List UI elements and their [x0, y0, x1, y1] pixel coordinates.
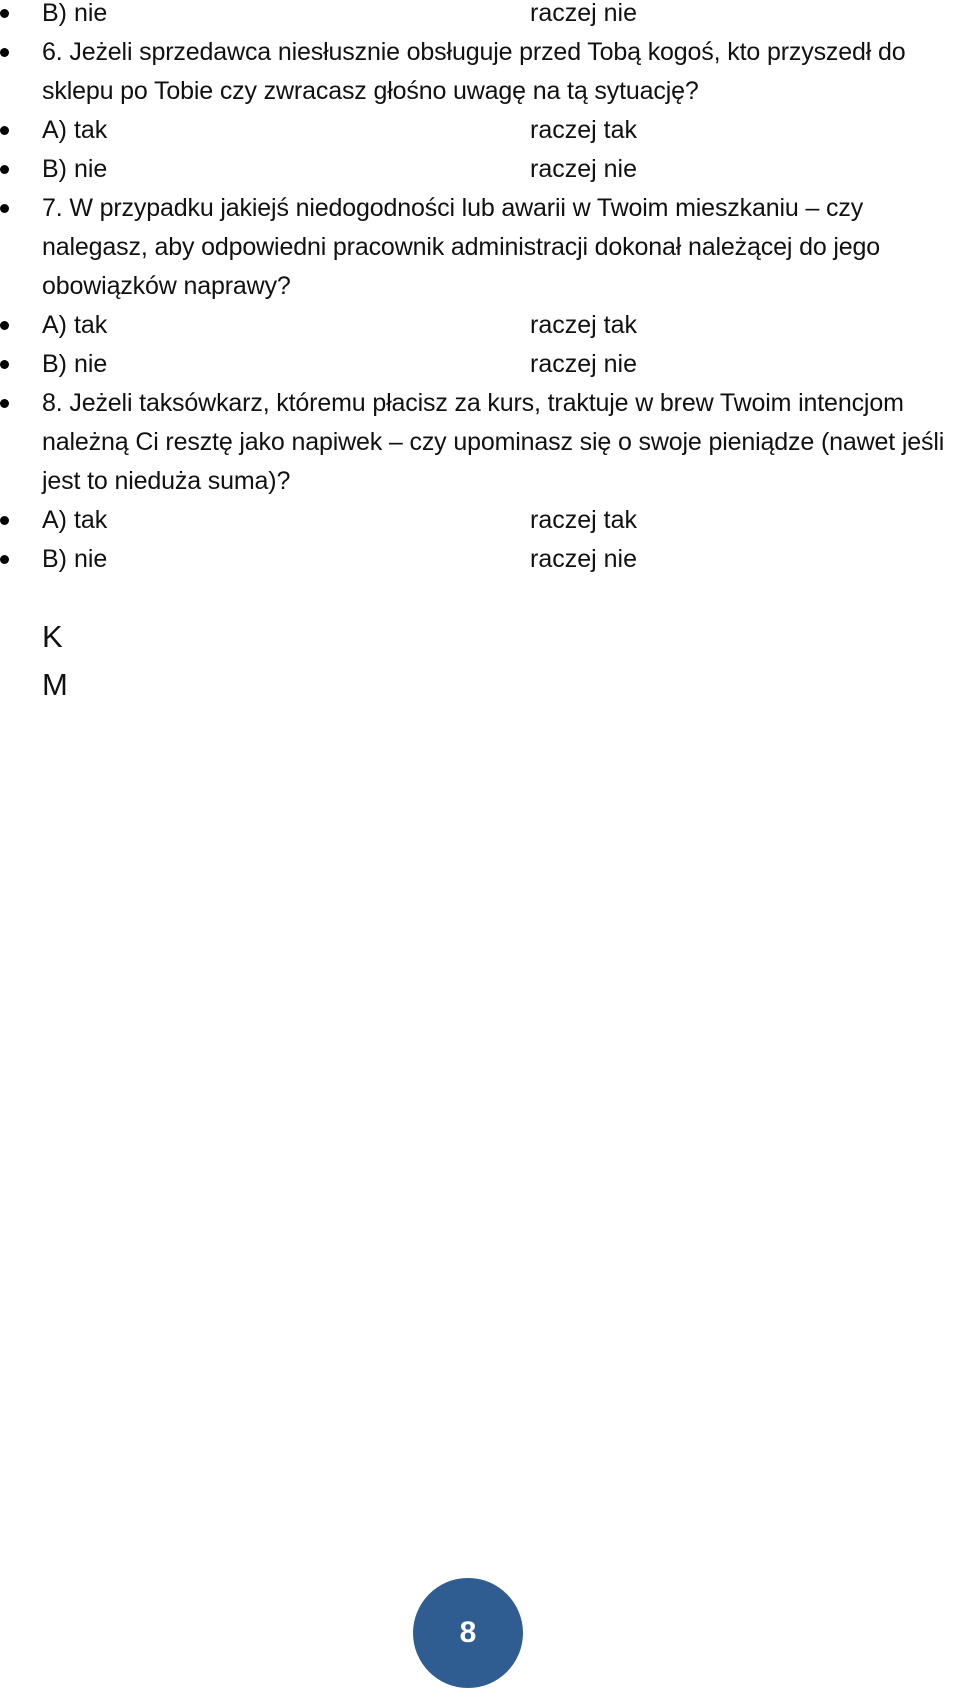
question-text: 7. W przypadku jakiejś niedogodności lub awarii w Twoim mieszkaniu – czy nalegasz, aby odpowiedni pracownik administracji dokonał należącej do jego obowiązków naprawy? [42, 194, 881, 300]
question-row [0, 189, 960, 306]
answer-right: raczej nie [530, 350, 637, 378]
answer-left: A) tak [42, 506, 108, 534]
bullet-icon [0, 9, 9, 18]
answer-left: B) nie [42, 350, 108, 378]
answer-right: raczej nie [530, 155, 637, 183]
answer-right: raczej tak [530, 311, 637, 339]
bullet-icon [0, 165, 9, 174]
bullet-icon [0, 48, 9, 57]
bullet-icon [0, 516, 9, 525]
answer-right: raczej tak [530, 116, 637, 144]
answer-left: A) tak [42, 311, 108, 339]
answer-row [0, 501, 960, 540]
document-body [0, 0, 960, 709]
answer-right: raczej nie [530, 545, 637, 573]
letter-k: K [42, 619, 63, 654]
answer-left: B) nie [42, 0, 108, 27]
answer-row [0, 345, 960, 384]
answer-right: raczej nie [530, 0, 637, 27]
answer-row [0, 111, 960, 150]
question-row [0, 33, 960, 111]
question-text: 8. Jeżeli taksówkarz, któremu płacisz za kurs, traktuje w brew Twoim intencjom należną Ci resztę jako napiwek – czy upominasz się o swoje pieniądze (nawet jeśli jest to nieduża suma)? [42, 389, 945, 495]
answer-right: raczej tak [530, 506, 637, 534]
answer-left: B) nie [42, 545, 108, 573]
answer-row [0, 306, 960, 345]
answer-left: B) nie [42, 155, 108, 183]
bullet-icon [0, 555, 9, 564]
page-number-badge [413, 1578, 523, 1688]
question-row [0, 384, 960, 501]
question-text: 6. Jeżeli sprzedawca niesłusznie obsługuje przed Tobą kogoś, kto przyszedł do sklepu po Tobie czy zwracasz głośno uwagę na tą sytuację? [42, 38, 906, 105]
bullet-icon [0, 399, 9, 408]
letter-m: M [42, 667, 68, 702]
bullet-icon [0, 126, 9, 135]
bullet-icon [0, 360, 9, 369]
answer-row [0, 540, 960, 579]
letter-block [0, 613, 960, 709]
bullet-icon [0, 321, 9, 330]
bullet-icon [0, 204, 9, 213]
page-number: 8 [459, 1616, 477, 1649]
answer-row [0, 0, 960, 33]
answer-row [0, 150, 960, 189]
answer-left: A) tak [42, 116, 108, 144]
